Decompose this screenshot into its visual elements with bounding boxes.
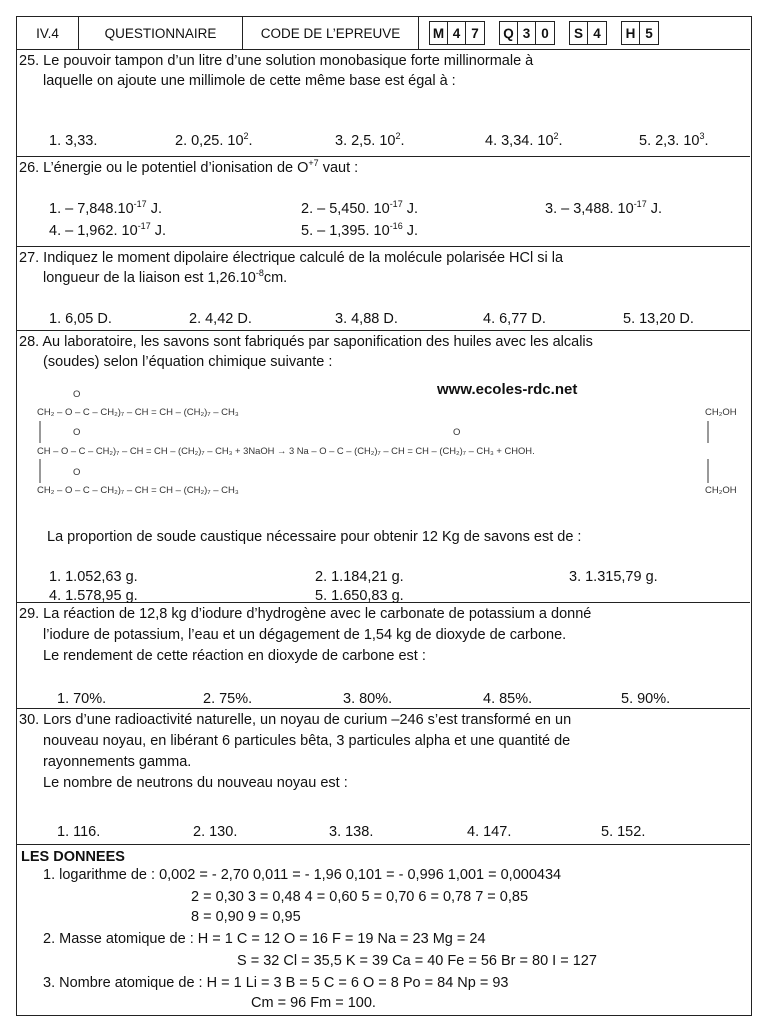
code-char: 3 <box>518 22 536 44</box>
code-char: H <box>622 22 640 44</box>
q30-stem-1: 30. Lors d’une radioactivité naturelle, un noyau de curium –246 s’est transformé en un <box>19 712 572 728</box>
atomic-number-line-2: Cm = 96 Fm = 100. <box>251 995 376 1011</box>
code-char: S <box>570 22 588 44</box>
q30-answer-3: 3. 138. <box>329 824 374 840</box>
q26-stem: 26. L’énergie ou le potentiel d’ionisation de $O^{+7}$ vaut : <box>19 158 359 176</box>
log-line-2: 2 = 0,30 3 = 0,48 4 = 0,60 5 = 0,70 6 = 0,78 7 = 0,85 <box>191 889 529 905</box>
code-box-1 <box>429 21 485 45</box>
code-char: 5 <box>645 25 653 41</box>
code-char: Q <box>500 22 518 44</box>
q30-answer-5: 5. 152. <box>601 824 646 840</box>
code-boxes <box>419 21 659 45</box>
mass-line-1: 2. Masse atomique de : H = 1 C = 12 O = 16 F = 19 Na = 23 Mg = 24 <box>43 931 486 947</box>
title-cell: QUESTIONNAIRE <box>79 17 243 49</box>
oxo-mark: O <box>73 389 81 400</box>
equation-line-2: CH – O – C – CH₂)₇ – CH = CH – (CH₂)₇ – CH₃ + 3NaOH → 3 Na – O – C – (CH₂)₇ – CH = CH – (CH₂)₇ – CH₃ + CHOH. <box>37 445 535 456</box>
ref-cell: IV.4 <box>17 17 79 49</box>
question-29 <box>17 603 750 709</box>
log-line-3: 8 = 0,90 9 = 0,95 <box>191 909 301 925</box>
q30-stem-3: rayonnements gamma. <box>43 754 192 770</box>
q28-answer-4: 4. 1.578,95 g. <box>49 588 138 604</box>
question-30 <box>17 709 750 845</box>
code-char: 4 <box>448 22 466 44</box>
code-char: M <box>430 22 448 44</box>
q27-stem-2: longueur de la liaison est $1,26.10^{-8}cm$. <box>43 268 288 286</box>
q29-answer-2: 2. 75%. <box>203 691 253 707</box>
q26-answer-3: 3. – 3,488. $10^{-17}$ J. <box>545 199 663 217</box>
code-char: 4 <box>593 25 601 41</box>
question-28 <box>17 331 750 603</box>
q25-answer-1: 1. 3,33. <box>49 133 98 149</box>
question-25 <box>17 49 750 157</box>
oxo-mark: O <box>73 427 81 438</box>
q25-answer-3: 3. 2,5. $10^2$. <box>335 131 405 149</box>
q25-answer-4: 4. 3,34. $10^2$. <box>485 131 563 149</box>
code-char: 0 <box>541 25 549 41</box>
q29-answer-5: 5. 90%. <box>621 691 671 707</box>
log-line-1: 1. logarithme de : 0,002 = - 2,70 0,011 = - 1,96 0,101 = - 0,996 1,001 = 0,000434 <box>43 867 562 883</box>
q25-answer-2: 2. 0,25. $10^2$. <box>175 131 253 149</box>
question-27 <box>17 247 750 331</box>
exam-page <box>16 16 752 1016</box>
q27-answer-5: 5. 13,20 D. <box>623 311 694 327</box>
q27-answer-3: 3. 4,88 D. <box>335 311 398 327</box>
q28-answer-1: 1. 1.052,63 g. <box>49 569 138 585</box>
q30-stem-2: nouveau noyau, en libérant 6 particules bêta, 3 particules alpha et une quantité de <box>43 733 571 749</box>
q27-answer-2: 2. 4,42 D. <box>189 311 252 327</box>
data-section <box>17 845 750 1013</box>
watermark-url: www.ecoles-rdc.net <box>437 381 578 398</box>
q29-stem-1: 29. La réaction de 12,8 kg d’iodure d’hydrogène avec le carbonate de potassium a donné <box>19 606 592 622</box>
q28-answer-5: 5. 1.650,83 g. <box>315 588 404 604</box>
q28-answer-3: 3. 1.315,79 g. <box>569 569 658 585</box>
q26-answer-5: 5. – 1,395. $10^{-16}$ J. <box>301 221 419 239</box>
code-box-3 <box>569 21 607 45</box>
q25-stem-2: laquelle on ajoute une millimole de cette même base est égal à : <box>43 73 456 89</box>
q26-answer-2: 2. – 5,450. $10^{-17}$ J. <box>301 199 419 217</box>
q29-answer-1: 1. 70%. <box>57 691 107 707</box>
q27-answer-1: 1. 6,05 D. <box>49 311 112 327</box>
q28-stem-1: 28. Au laboratoire, les savons sont fabriqués par saponification des huiles avec les alcalis <box>19 334 593 350</box>
question-26 <box>17 157 750 247</box>
q29-answer-3: 3. 80%. <box>343 691 393 707</box>
atomic-number-line-1: 3. Nombre atomique de : H = 1 Li = 3 B = 5 C = 6 O = 8 Po = 84 Np = 93 <box>43 975 509 991</box>
code-box-2 <box>499 21 555 45</box>
q25-answer-5: 5. 2,3. $10^3$. <box>639 131 709 149</box>
oxo-mark: O <box>73 467 81 478</box>
oxo-mark: O <box>453 427 461 438</box>
glycerol-top: CH₂OH <box>705 407 737 418</box>
q30-answer-2: 2. 130. <box>193 824 238 840</box>
glycerol-bottom: CH₂OH <box>705 485 737 496</box>
q25-stem-1: 25. Le pouvoir tampon d’un litre d’une solution monobasique forte millinormale à <box>19 53 534 69</box>
q29-stem-2: l’iodure de potassium, l’eau et un dégagement de 1,54 kg de dioxyde de carbone. <box>43 627 567 643</box>
code-char: 7 <box>471 25 479 41</box>
code-box-4 <box>621 21 659 45</box>
q28-answer-2: 2. 1.184,21 g. <box>315 569 404 585</box>
header-bar <box>17 17 750 50</box>
q30-stem-4: Le nombre de neutrons du nouveau noyau est : <box>43 775 348 791</box>
q26-answer-4: 4. – 1,962. $10^{-17}$ J. <box>49 221 167 239</box>
equation-bonds <box>17 331 750 603</box>
q28-stem-2: (soudes) selon l’équation chimique suivante : <box>43 354 333 370</box>
q28-question: La proportion de soude caustique nécessaire pour obtenir 12 Kg de savons est de : <box>47 529 582 545</box>
equation-line-1: CH₂ – O – C – CH₂)₇ – CH = CH – (CH₂)₇ – CH₃ <box>37 407 239 418</box>
data-heading: LES DONNEES <box>21 849 125 865</box>
q30-answer-1: 1. 116. <box>57 824 101 840</box>
q27-stem-1: 27. Indiquez le moment dipolaire électrique calculé de la molécule polarisée HCl si la <box>19 250 564 266</box>
q30-answer-4: 4. 147. <box>467 824 512 840</box>
q29-stem-3: Le rendement de cette réaction en dioxyde de carbone est : <box>43 648 426 664</box>
q26-answer-1: 1. – $7,848.10^{-17}$ J. <box>49 199 162 217</box>
q29-answer-4: 4. 85%. <box>483 691 533 707</box>
mass-line-2: S = 32 Cl = 35,5 K = 39 Ca = 40 Fe = 56 Br = 80 I = 127 <box>237 953 597 969</box>
code-label-cell: CODE DE L’EPREUVE <box>243 17 419 49</box>
equation-line-3: CH₂ – O – C – CH₂)₇ – CH = CH – (CH₂)₇ – CH₃ <box>37 485 239 496</box>
q27-answer-4: 4. 6,77 D. <box>483 311 546 327</box>
